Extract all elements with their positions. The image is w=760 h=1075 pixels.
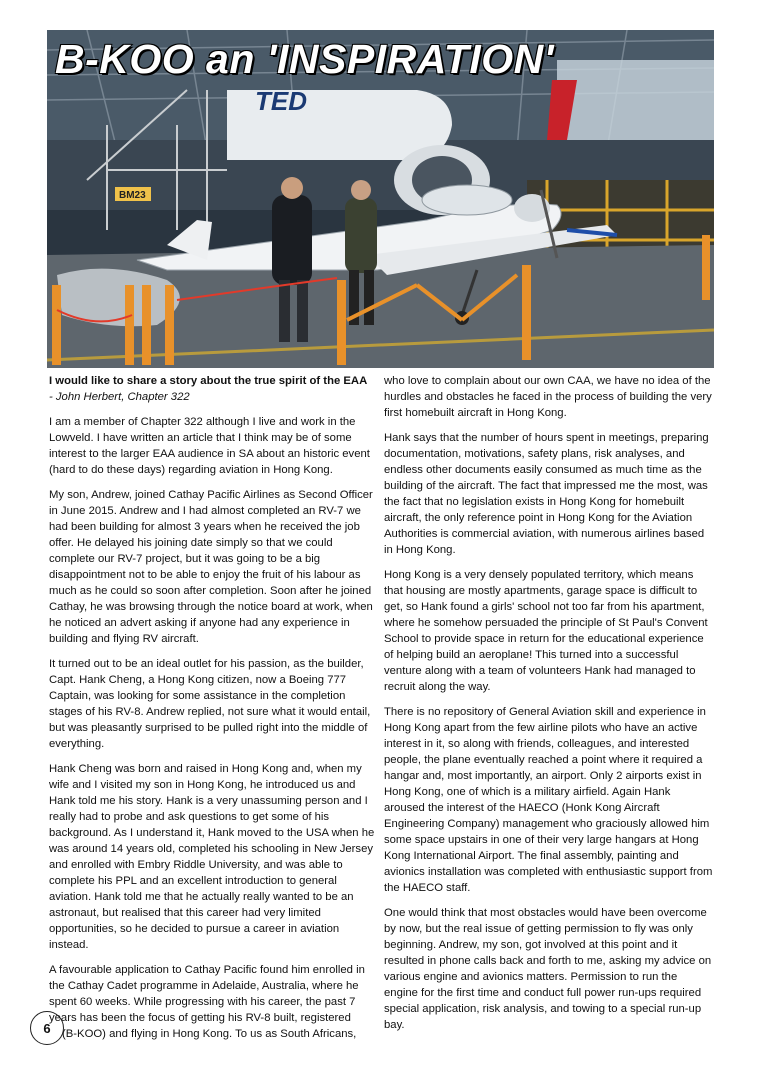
- paragraph: There is no repository of General Aviation skill and experience in Hong Kong apart from the few airline pilots who have an active interest in it, so along with friends, colleagues, and interested people, the plane eventually reached a point where it required a hangar and, most importantly, an airport. Only 2 airports exist in Hong Kong, one of which is a military airfield. Again Hank aroused the interest of the HAECO (Honk Kong Aircraft Engineering Company) management who graciously allowed him some space upstairs in one of their very large hangars at Hong Kong International Airport. The final assembly, painting and avionics installation was completed with enthusiastic support from the HAECO staff.: [384, 706, 713, 894]
- paragraph-continued: (B-KOO) and flying in Hong Kong. To us as South Africans,: [62, 1028, 357, 1040]
- page-number: 6: [30, 1011, 64, 1045]
- bay-sign-text: BM23: [119, 190, 146, 201]
- paragraph: who love to complain about our own CAA, we have no idea of the hurdles and obstacles he faced in the process of building the very first homebuilt aircraft in Hong Kong.: [384, 375, 712, 419]
- left-column: [49, 373, 379, 1051]
- headline: B-KOO an 'INSPIRATION': [55, 36, 554, 82]
- paragraph: Hank says that the number of hours spent in meetings, preparing documentation, motivations, safety plans, risk analyses, and endless other documents easily consumed as much time as the building of the aircraft. The fact that impressed me the most, was the fact that no legislation exists in Hong Kong for homebuilt aircraft, the only reference point in Hong Kong for the Aviation Authorities is commercial aviation, with numerous airlines based in Hong Kong.: [384, 432, 709, 556]
- right-column: [384, 373, 714, 1042]
- paragraph: My son, Andrew, joined Cathay Pacific Airlines as Second Officer in June 2015. Andrew and I had almost completed an RV-7 we had been building for almost 3 years when he received the job offer. He delayed his joining date simply so that we could complete our RV-7 project, but it was going to be a big disappointment not to be able to enjoy the fruit of his labour as much as he could so soon after completion. Soon after he joined Cathay, he was browsing through the notice board at work, when he noticed an advert asking if anyone had any experience in building and flying RV aircraft.: [49, 489, 373, 645]
- livery-text: TED: [255, 86, 307, 116]
- paragraph: I am a member of Chapter 322 although I live and work in the Lowveld. I have written an article that I think may be of some interest to the larger EAA audience in SA about an historic event (hard to do these days) regarding aviation in Hong Kong.: [49, 416, 370, 476]
- paragraph: Hank Cheng was born and raised in Hong Kong and, when my wife and I visited my son in Hong Kong, he introduced us and Hank told me his story. Hank is a very unassuming person and I really had to probe and ask questions to get some of his background. As I understand it, Hank moved to the USA when he was around 14 years old, completed his schooling in New Jersey and enrolled with Embry Riddle University, and was able to complete his PPL and an excellent introduction to general aviation. Hank told me that he actually really wanted to be an astronaut, but realised that this career had very limited opportunities, so he decided to pursue a career in aviation instead.: [49, 763, 375, 951]
- paragraph: Hong Kong is a very densely populated territory, which means that housing are mostly apartments, garage space is difficult to get, so Hank found a girls' school not too far from his apartment, where he somehow persuaded the principle of St Paul's Convent School to provide space in return for the educational experience of helping build an aeroplane! This turned into a successful venture along with a team of volunteers Hank had managed to recruit along the way.: [384, 569, 708, 693]
- hangar-photo: [47, 30, 714, 368]
- byline: - John Herbert, Chapter 322: [49, 391, 190, 403]
- paragraph: A favourable application to Cathay Pacific found him enrolled in the Cathay Cadet programme in Adelaide, Australia, where he spent 60 weeks. While progressing with his career, the past 7 years has been the focus of getting his RV-8 built, registered: [49, 964, 365, 1024]
- paragraph: One would think that most obstacles would have been overcome by now, but the real issue of getting permission to fly was only beginning. Andrew, my son, got involved at this point and it resulted in phone calls back and forth to me, asking my advice on various engine and avionics matters. Permission to run the engine for the first time and conduct full power run-ups required special application, risk analysis, and towing to a special run-up bay.: [384, 907, 712, 1031]
- intro-title: I would like to share a story about the true spirit of the EAA: [49, 375, 368, 387]
- paragraph: It turned out to be an ideal outlet for his passion, as the builder, Capt. Hank Cheng, a Hong Kong citizen, now a Boeing 777 Captain, was looking for some assistance in the completion stages of his RV-8. Andrew replied, not sure what it would entail, but was pleasantly surprised to be pulled right into the middle of everything.: [49, 658, 371, 750]
